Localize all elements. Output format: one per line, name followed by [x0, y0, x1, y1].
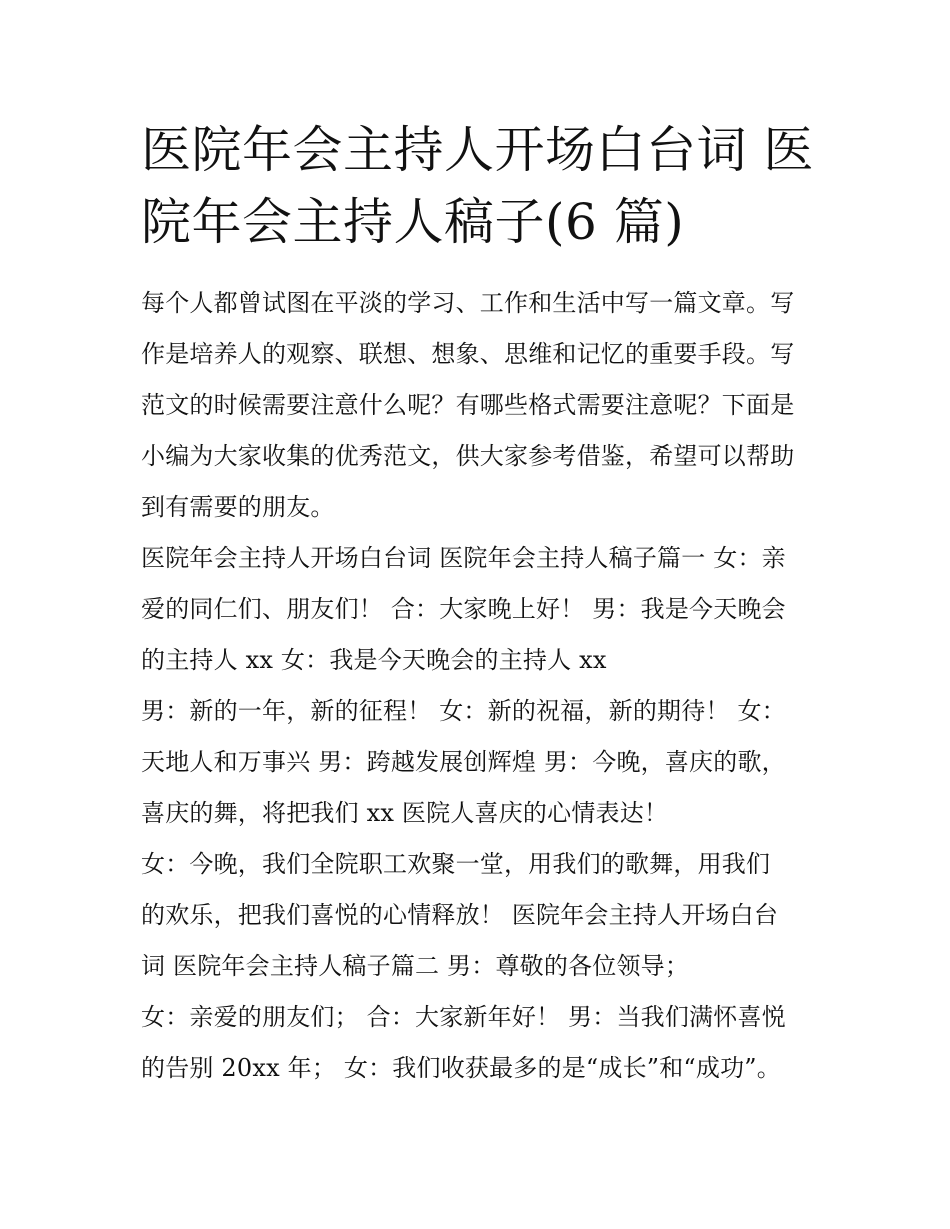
body-line: 的欢乐，把我们喜悦的心情释放！ 医院年会主持人开场白台	[141, 901, 779, 929]
body-line: 词 医院年会主持人稿子篇二 男：尊敬的各位领导；	[141, 952, 690, 980]
body-line: 到有需要的朋友。	[141, 493, 335, 521]
body-line: 爱的同仁们、朋友们！ 合：大家晚上好！ 男：我是今天晚会	[141, 595, 786, 623]
body-line: 男：新的一年，新的征程！ 女：新的祝福，新的期待！ 女：	[141, 697, 786, 725]
body-line: 范文的时候需要注意什么呢？有哪些格式需要注意呢？下面是	[141, 391, 795, 419]
body-line: 喜庆的舞，将把我们 xx 医院人喜庆的心情表达！	[141, 799, 669, 827]
body-line: 作是培养人的观察、联想、想象、思维和记忆的重要手段。写	[141, 340, 795, 368]
title-line-1: 医院年会主持人开场白台词 医	[141, 121, 814, 179]
body-line: 小编为大家收集的优秀范文，供大家参考借鉴，希望可以帮助	[141, 442, 795, 470]
body-line: 的告别 20xx 年； 女：我们收获最多的是“成长”和“成功”。	[141, 1054, 781, 1082]
title-line-2: 院年会主持人稿子(6 篇)	[141, 193, 685, 251]
body-line: 的主持人 xx 女：我是今天晚会的主持人 xx	[141, 646, 607, 674]
body-line: 天地人和万事兴 男：跨越发展创辉煌 男：今晚，喜庆的歌，	[141, 748, 786, 776]
body-line: 女：今晚，我们全院职工欢聚一堂，用我们的歌舞，用我们	[141, 850, 771, 878]
body-line: 每个人都曾试图在平淡的学习、工作和生活中写一篇文章。写	[141, 289, 795, 317]
body-line: 医院年会主持人开场白台词 医院年会主持人稿子篇一 女：亲	[141, 544, 786, 572]
document-title	[141, 114, 821, 258]
body-line: 女：亲爱的朋友们； 合：大家新年好！ 男：当我们满怀喜悦	[141, 1003, 786, 1031]
document-body	[141, 278, 821, 1094]
